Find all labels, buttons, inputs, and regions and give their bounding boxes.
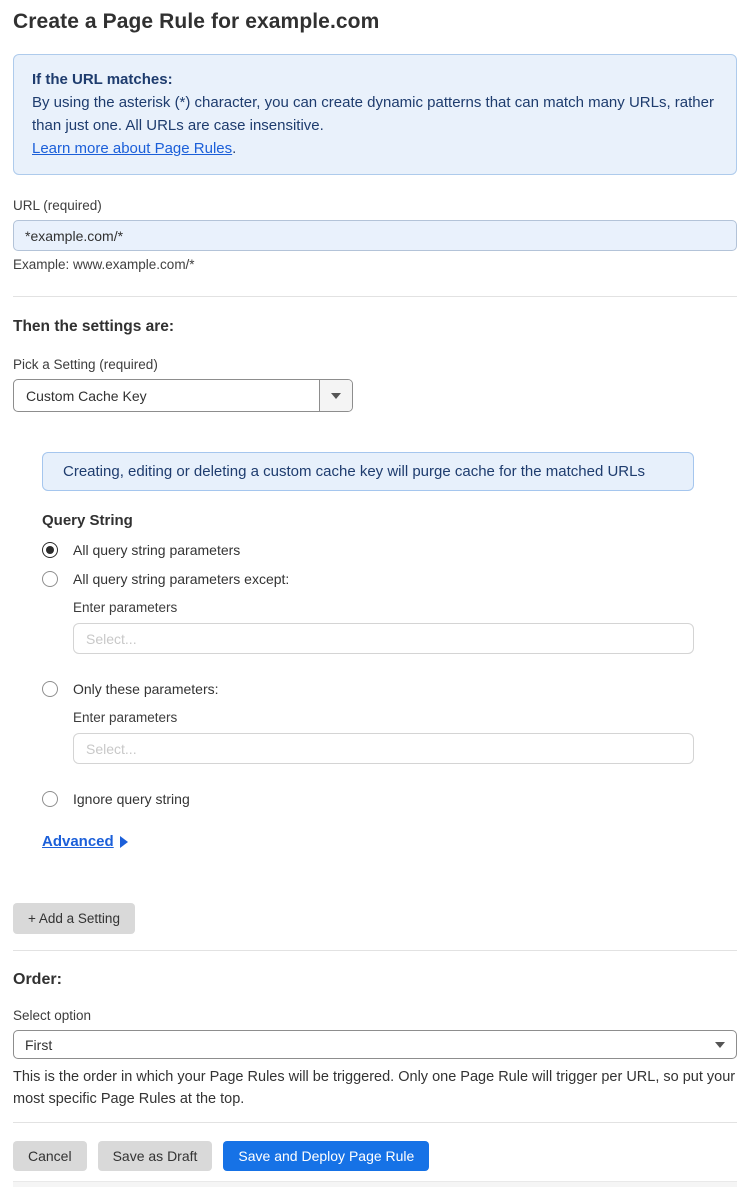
setting-select-value: Custom Cache Key bbox=[26, 387, 147, 404]
page-title: Create a Page Rule for example.com bbox=[13, 10, 380, 33]
save-as-draft-button[interactable]: Save as Draft bbox=[98, 1141, 213, 1171]
radio-label: Ignore query string bbox=[73, 791, 190, 807]
radio-label: Only these parameters: bbox=[73, 681, 219, 697]
learn-more-link[interactable]: Learn more about Page Rules bbox=[32, 140, 233, 157]
spacer bbox=[42, 764, 694, 778]
divider bbox=[13, 1122, 737, 1123]
info-box-body: By using the asterisk (*) character, you can create dynamic patterns that can match many URLs, rather than just one. All URLs are case insensitive. bbox=[32, 94, 714, 134]
order-select-label: Select option bbox=[13, 1008, 92, 1023]
url-field-group bbox=[13, 198, 737, 272]
advanced-link[interactable] bbox=[42, 833, 128, 850]
only-parameters-input[interactable] bbox=[73, 733, 694, 764]
add-setting-button[interactable]: + Add a Setting bbox=[13, 903, 135, 934]
order-select[interactable] bbox=[13, 1030, 737, 1059]
radio-icon-selected[interactable] bbox=[42, 542, 58, 558]
divider bbox=[13, 296, 737, 297]
order-heading: Order: bbox=[13, 971, 62, 988]
custom-cache-key-panel bbox=[42, 452, 694, 851]
info-box-link-line bbox=[32, 137, 718, 160]
radio-icon[interactable] bbox=[42, 571, 58, 587]
radio-label: All query string parameters except: bbox=[73, 571, 290, 587]
order-select-value: First bbox=[25, 1036, 53, 1053]
bottom-edge bbox=[13, 1181, 737, 1187]
chevron-down-icon bbox=[331, 393, 341, 399]
spacer bbox=[42, 654, 694, 668]
enter-parameters-label: Enter parameters bbox=[73, 710, 178, 725]
info-box-heading: If the URL matches: bbox=[32, 71, 173, 88]
order-help-text: This is the order in which your Page Rules will be triggered. Only one Page Rule will trigger per URL, so put your most specific Page Rules at the top. bbox=[13, 1069, 736, 1107]
url-label: URL (required) bbox=[13, 198, 102, 213]
radio-all-params-except[interactable] bbox=[42, 571, 694, 587]
link-suffix: . bbox=[232, 140, 237, 157]
advanced-link-label: Advanced bbox=[42, 833, 114, 850]
radio-icon[interactable] bbox=[42, 681, 58, 697]
chevron-down-icon bbox=[715, 1042, 725, 1048]
radio-label: All query string parameters bbox=[73, 542, 241, 558]
settings-heading: Then the settings are: bbox=[13, 318, 175, 335]
purge-cache-notice: Creating, editing or deleting a custom cache key will purge cache for the matched URLs bbox=[42, 452, 694, 491]
divider bbox=[13, 950, 737, 951]
pick-setting-label: Pick a Setting (required) bbox=[13, 357, 158, 372]
save-and-deploy-button[interactable]: Save and Deploy Page Rule bbox=[223, 1141, 429, 1171]
url-helper-text: Example: www.example.com/* bbox=[13, 257, 195, 272]
radio-all-query-params[interactable] bbox=[42, 542, 694, 558]
radio-ignore-query-string[interactable] bbox=[42, 791, 694, 807]
radio-only-these-params[interactable] bbox=[42, 681, 694, 697]
setting-select-arrow-button[interactable] bbox=[319, 380, 352, 411]
enter-parameters-label: Enter parameters bbox=[73, 600, 178, 615]
except-params-subgroup bbox=[73, 600, 694, 654]
cancel-button[interactable]: Cancel bbox=[13, 1141, 87, 1171]
only-params-subgroup bbox=[73, 710, 694, 764]
url-match-info-box bbox=[13, 54, 737, 175]
url-input[interactable] bbox=[13, 220, 737, 251]
except-parameters-input[interactable] bbox=[73, 623, 694, 654]
setting-select[interactable] bbox=[13, 379, 353, 412]
footer-actions bbox=[13, 1141, 737, 1171]
query-string-heading: Query String bbox=[42, 512, 133, 529]
chevron-right-icon bbox=[120, 836, 128, 848]
radio-icon[interactable] bbox=[42, 791, 58, 807]
